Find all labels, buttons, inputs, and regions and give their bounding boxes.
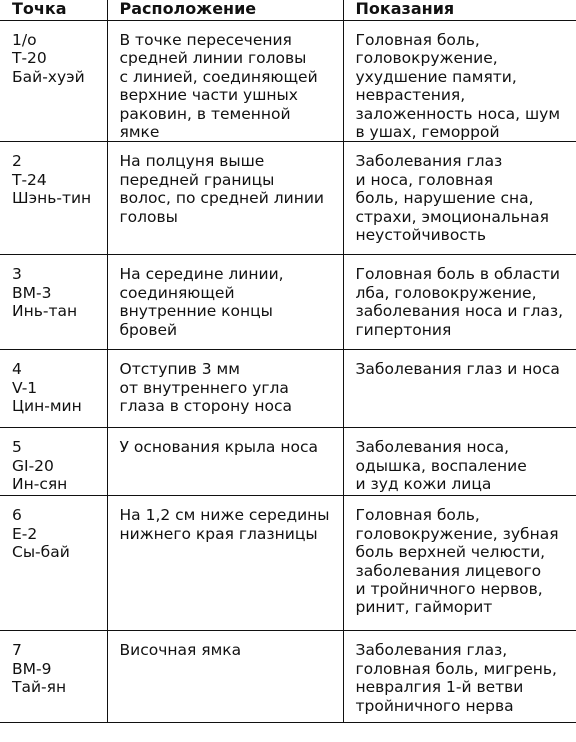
cell-indications-line: страхи, эмоциональная: [355, 207, 549, 226]
cell-point-line: GI-20: [12, 456, 54, 475]
cell-location-line: У основания крыла носа: [119, 438, 318, 457]
cell-indications-line: тройничного нерва: [355, 696, 514, 715]
cell-indications-line: ринит, гайморит: [355, 598, 493, 617]
cell-location-line: Височная ямка: [119, 641, 242, 660]
cell-location: [107, 142, 343, 255]
cell-indications-line: головокружение,: [355, 49, 498, 68]
cell-point-line: Е-2: [12, 524, 38, 543]
table-row: [0, 255, 576, 350]
table-row: [0, 350, 576, 428]
cell-indications-line: боль верхней челюсти,: [355, 543, 546, 562]
cell-location-line: соединяющей: [119, 283, 235, 302]
cell-indications-line: неврастения,: [355, 86, 466, 105]
header-indications: Показания: [343, 0, 576, 21]
cell-point-line: 6: [12, 506, 22, 525]
cell-location-line: В точке пересечения: [119, 31, 292, 49]
cell-indications-line: заложенность носа, шум: [355, 104, 561, 123]
cell-indications: [343, 496, 576, 631]
table-row: [0, 142, 576, 255]
cell-point-line: Бай-хуэй: [12, 67, 85, 86]
cell-location-line: ямке: [119, 123, 160, 142]
cell-indications-line: Головная боль,: [355, 31, 480, 49]
cell-location: [107, 21, 343, 142]
cell-point-line: Цин-мин: [12, 397, 82, 416]
cell-location-line: передней границы: [119, 170, 275, 189]
cell-location-line: верхние части ушных: [119, 86, 298, 105]
cell-point-line: Шэнь-тин: [12, 189, 92, 208]
cell-indications: [343, 350, 576, 428]
cell-location-line: средней линии головы: [119, 49, 307, 68]
cell-point: [0, 142, 107, 255]
cell-location-line: от внутреннего угла: [119, 378, 289, 397]
cell-point: [0, 631, 107, 723]
cell-indications-line: одышка, воспаление: [355, 456, 527, 475]
cell-point: [0, 496, 107, 631]
cell-point-line: 7: [12, 641, 22, 660]
cell-indications-line: заболевания лицевого: [355, 561, 542, 580]
cell-location: [107, 428, 343, 496]
cell-indications-line: боль, нарушение сна,: [355, 189, 534, 208]
cell-indications-line: невралгия 1-й ветви: [355, 678, 524, 697]
cell-indications-line: неустойчивость: [355, 226, 486, 245]
cell-location-line: глаза в сторону носа: [119, 397, 293, 416]
cell-indications: [343, 142, 576, 255]
cell-indications-line: и тройничного нервов,: [355, 580, 543, 599]
cell-point-line: 5: [12, 438, 22, 457]
cell-location-line: с линией, соединяющей: [119, 67, 318, 86]
cell-point-line: Тай-ян: [12, 678, 67, 697]
cell-indications-line: Заболевания глаз: [355, 152, 503, 171]
cell-indications-line: Заболевания глаз,: [355, 641, 508, 660]
cell-location-line: волос, по средней линии: [119, 189, 324, 208]
cell-indications-line: головокружение, зубная: [355, 524, 559, 543]
cell-location: [107, 255, 343, 350]
header-location: Расположение: [107, 0, 343, 21]
header-point: Точка: [0, 0, 107, 21]
table-row: [0, 21, 576, 142]
cell-indications-line: Заболевания глаз и носа: [355, 360, 560, 379]
cell-point-line: Сы-бай: [12, 543, 70, 562]
cell-point: [0, 428, 107, 496]
cell-location-line: нижнего края глазницы: [119, 524, 318, 543]
cell-location-line: внутренние концы: [119, 302, 273, 321]
cell-location-line: На середине линии,: [119, 265, 284, 284]
cell-indications-line: лба, головокружение,: [355, 283, 537, 302]
cell-point-line: Т-20: [12, 49, 47, 68]
cell-location-line: На полцуня выше: [119, 152, 265, 171]
cell-indications-line: гипертония: [355, 320, 452, 339]
cell-indications-line: Головная боль,: [355, 506, 480, 525]
table-row: [0, 631, 576, 723]
table-header-row: [0, 0, 576, 21]
cell-point-line: Т-24: [12, 170, 47, 189]
cell-indications-line: Головная боль в области: [355, 265, 560, 284]
cell-indications: [343, 428, 576, 496]
cell-point-line: Инь-тан: [12, 302, 78, 321]
table-row: [0, 496, 576, 631]
cell-location-line: На 1,2 см ниже середины: [119, 506, 330, 525]
cell-point-line: 4: [12, 360, 22, 379]
cell-point-line: ВМ-3: [12, 283, 52, 302]
cell-indications-line: головная боль, мигрень,: [355, 659, 557, 678]
cell-location-line: головы: [119, 207, 178, 226]
cell-location: [107, 631, 343, 723]
cell-indications-line: в ушах, геморрой: [355, 123, 500, 142]
cell-indications-line: и носа, головная: [355, 170, 494, 189]
cell-location: [107, 496, 343, 631]
cell-point-line: 1/о: [12, 31, 37, 49]
cell-indications: [343, 21, 576, 142]
cell-indications-line: заболевания носа и глаз,: [355, 302, 564, 321]
cell-location-line: раковин, в теменной: [119, 104, 291, 123]
cell-indications-line: и зуд кожи лица: [355, 475, 492, 494]
cell-location-line: Отступив 3 мм: [119, 360, 240, 379]
cell-point-line: 2: [12, 152, 22, 171]
cell-indications-line: Заболевания носа,: [355, 438, 510, 457]
cell-point: [0, 21, 107, 142]
cell-point-line: ВМ-9: [12, 659, 52, 678]
cell-location: [107, 350, 343, 428]
cell-point-line: Ин-сян: [12, 475, 68, 494]
cell-point: [0, 350, 107, 428]
table-row: [0, 428, 576, 496]
cell-point-line: 3: [12, 265, 22, 284]
cell-point-line: V-1: [12, 378, 38, 397]
cell-indications: [343, 631, 576, 723]
cell-point: [0, 255, 107, 350]
cell-indications: [343, 255, 576, 350]
cell-location-line: бровей: [119, 320, 178, 339]
cell-indications-line: ухудшение памяти,: [355, 67, 517, 86]
